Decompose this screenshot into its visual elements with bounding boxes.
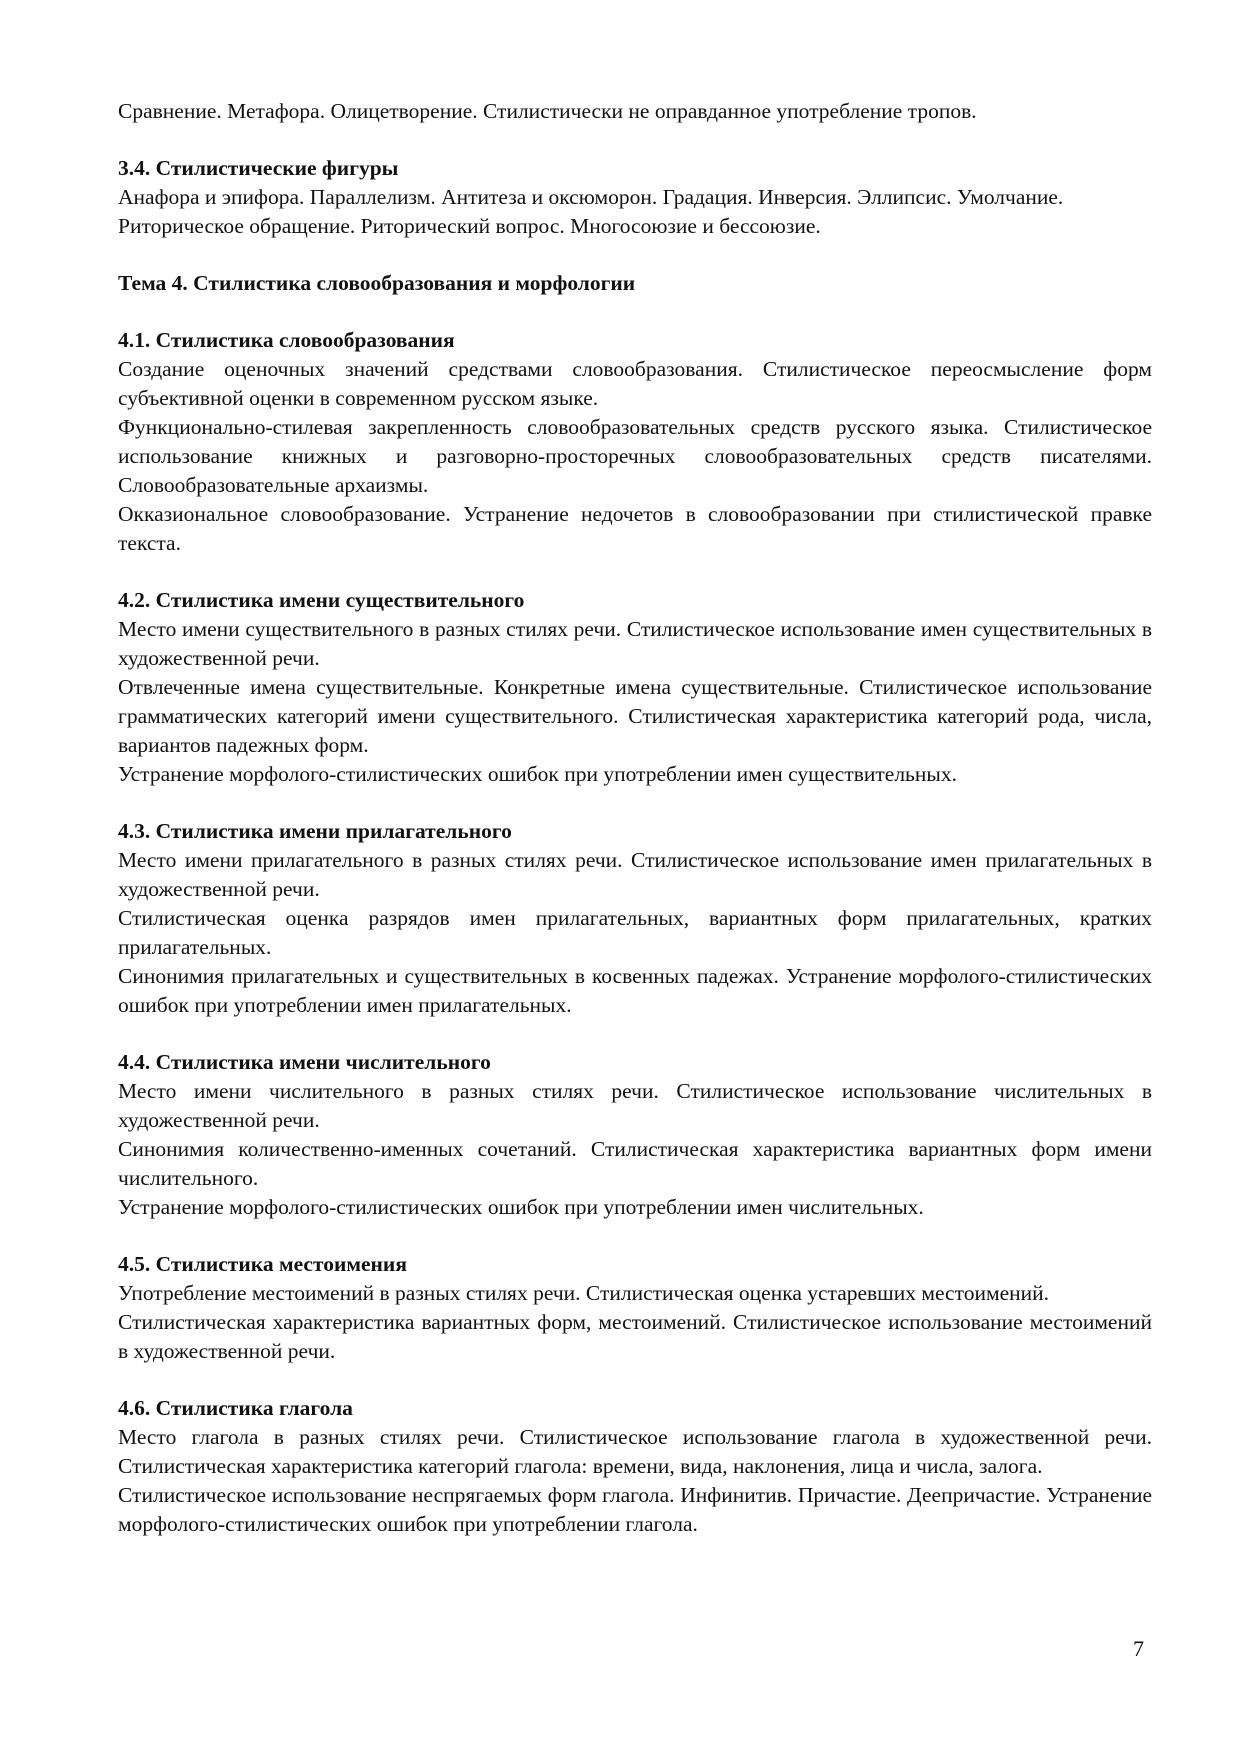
spacer: [118, 241, 1152, 269]
section-paragraph: Риторическое обращение. Риторический вопрос. Многосоюзие и бессоюзие.: [118, 214, 821, 238]
section-paragraph: Стилистическая характеристика вариантных форм, местоимений. Стилистическое использование местоимений в художественной речи.: [118, 1310, 1152, 1363]
section-heading: 4.2. Стилистика имени существительного: [118, 588, 525, 612]
section-heading: 4.4. Стилистика имени числительного: [118, 1050, 491, 1074]
section-paragraph: Стилистическое использование неспрягаемых форм глагола. Инфинитив. Причастие. Деепричастие. Устранение морфолого-стилистических ошибок при употреблении глагола.: [118, 1483, 1152, 1536]
section-heading: 4.3. Стилистика имени прилагательного: [118, 819, 512, 843]
section-paragraph: Функционально-стилевая закрепленность словообразовательных средств русского языка. Стилистическое использование книжных и разговорно-просторечных словообразовательных средств писателями. Словообразовательные архаизмы.: [118, 415, 1152, 497]
section-paragraph: Синонимия количественно-именных сочетаний. Стилистическая характеристика вариантных форм имени числительного.: [118, 1137, 1152, 1190]
section-heading: 3.4. Стилистические фигуры: [118, 156, 399, 180]
spacer: [118, 558, 1152, 586]
section-paragraph: Создание оценочных значений средствами словообразования. Стилистическое переосмысление форм субъективной оценки в современном русском языке.: [118, 357, 1152, 410]
spacer: [118, 126, 1152, 154]
intro-paragraph: Сравнение. Метафора. Олицетворение. Стилистически не оправданное употребление тропов.: [118, 99, 977, 123]
section-3-4: [118, 154, 1152, 241]
spacer: [118, 789, 1152, 817]
spacer: [118, 1020, 1152, 1048]
page-number: 7: [1133, 1636, 1144, 1661]
section-paragraph: Устранение морфолого-стилистических ошибок при употреблении имен числительных.: [118, 1195, 924, 1219]
section-paragraph: Употребление местоимений в разных стилях речи. Стилистическая оценка устаревших местоимений.: [118, 1281, 1049, 1305]
topic-heading: Тема 4. Стилистика словообразования и морфологии: [118, 271, 636, 295]
spacer: [118, 1222, 1152, 1250]
section-heading: 4.6. Стилистика глагола: [118, 1396, 353, 1420]
document-body: [118, 97, 1152, 1539]
section-4-4: [118, 1048, 1152, 1222]
section-paragraph: Отвлеченные имена существительные. Конкретные имена существительные. Стилистическое использование грамматических категорий имени существительного. Стилистическая характеристика категорий рода, числа, вариантов падежных форм.: [118, 675, 1152, 757]
section-paragraph: Стилистическая оценка разрядов имен прилагательных, вариантных форм прилагательных, кратких прилагательных.: [118, 906, 1152, 959]
section-4-2: [118, 586, 1152, 789]
section-paragraph: Анафора и эпифора. Параллелизм. Антитеза и оксюморон. Градация. Инверсия. Эллипсис. Умолчание.: [118, 185, 1064, 209]
section-4-1: [118, 326, 1152, 558]
section-paragraph: Синонимия прилагательных и существительных в косвенных падежах. Устранение морфолого-стилистических ошибок при употреблении имен прилагательных.: [118, 964, 1152, 1017]
section-paragraph: Место имени существительного в разных стилях речи. Стилистическое использование имен существительных в художественной речи.: [118, 617, 1152, 670]
section-paragraph: Место имени прилагательного в разных стилях речи. Стилистическое использование имен прилагательных в художественной речи.: [118, 848, 1152, 901]
section-4-5: [118, 1250, 1152, 1366]
section-paragraph: Окказиональное словообразование. Устранение недочетов в словообразовании при стилистической правке текста.: [118, 502, 1152, 555]
section-paragraph: Устранение морфолого-стилистических ошибок при употреблении имен существительных.: [118, 762, 957, 786]
section-4-6: [118, 1394, 1152, 1539]
spacer: [118, 1366, 1152, 1394]
section-heading: 4.5. Стилистика местоимения: [118, 1252, 407, 1276]
section-paragraph: Место имени числительного в разных стилях речи. Стилистическое использование числительных в художественной речи.: [118, 1079, 1152, 1132]
spacer: [118, 298, 1152, 326]
section-paragraph: Место глагола в разных стилях речи. Стилистическое использование глагола в художественной речи. Стилистическая характеристика категорий глагола: времени, вида, наклонения, лица и числа, залога.: [118, 1425, 1152, 1478]
section-heading: 4.1. Стилистика словообразования: [118, 328, 455, 352]
section-4-3: [118, 817, 1152, 1020]
